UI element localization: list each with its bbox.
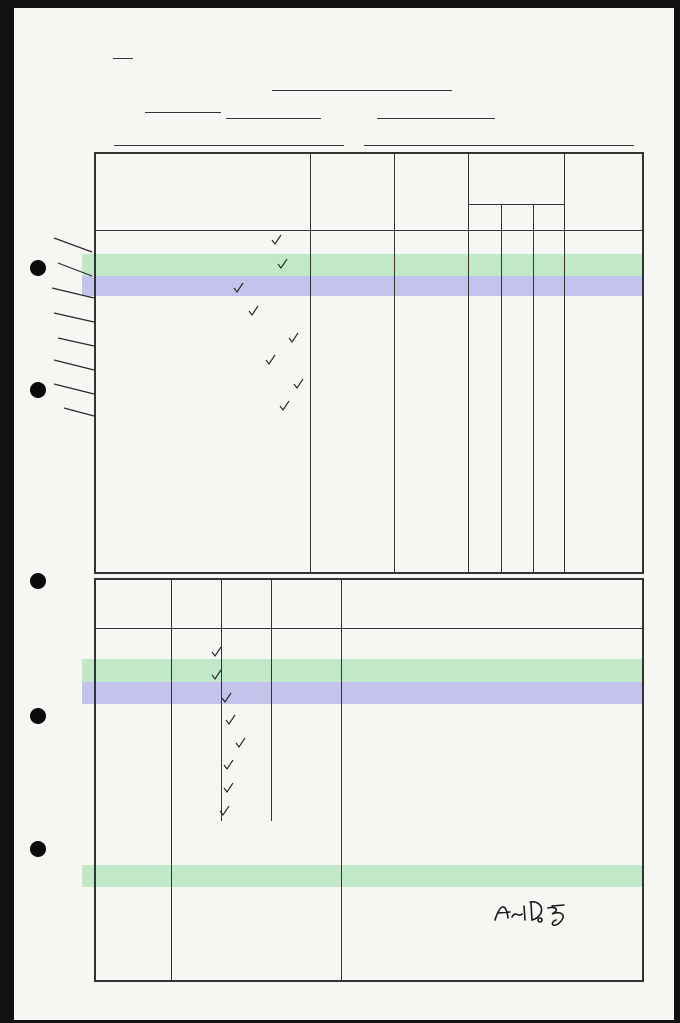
check-marks	[14, 8, 674, 1020]
report-of-changes-form	[14, 8, 674, 1020]
